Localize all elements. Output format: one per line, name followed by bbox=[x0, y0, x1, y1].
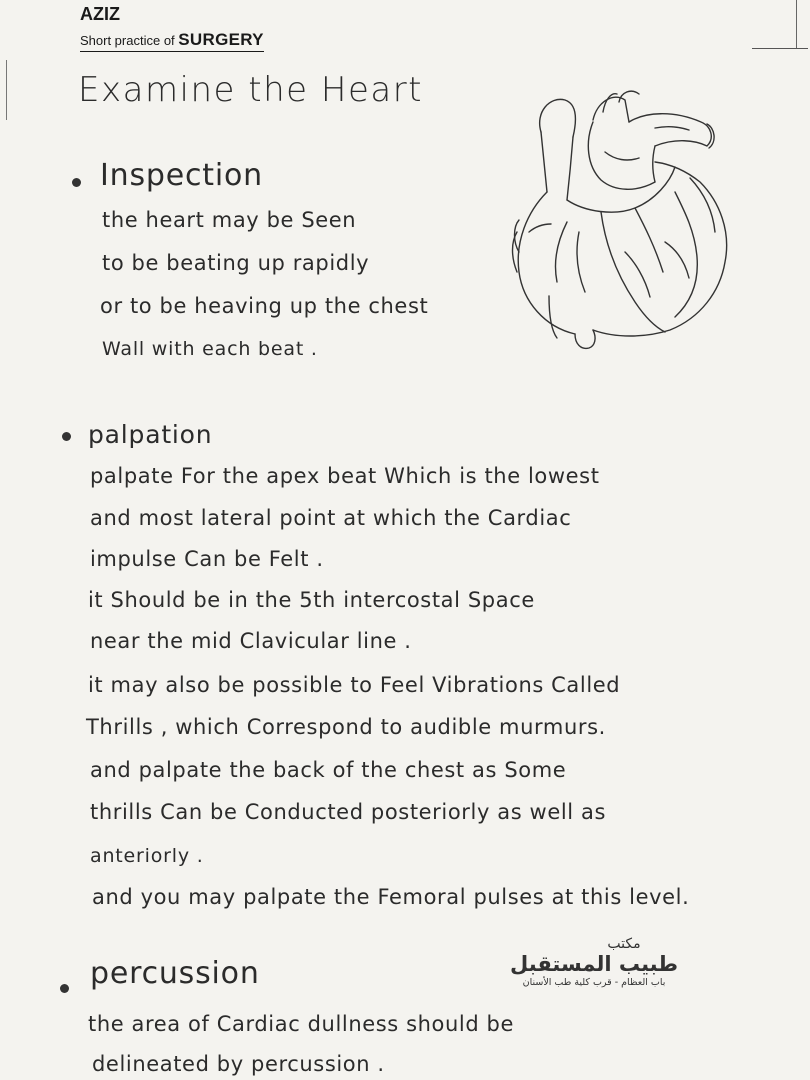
heart-anatomy-illustration bbox=[505, 82, 737, 357]
header-book-name: SURGERY bbox=[178, 30, 264, 49]
palpation-line-3: impulse Can be Felt . bbox=[90, 547, 324, 571]
percussion-line-2: delineated by percussion . bbox=[92, 1052, 385, 1076]
palpation-line-1: palpate For the apex beat Which is the lowest bbox=[90, 464, 600, 488]
stamp-line-3: باب العظام - قرب كلية طب الأسنان bbox=[522, 977, 666, 988]
inspection-line-4: Wall with each beat . bbox=[102, 338, 318, 360]
bullet-inspection bbox=[72, 178, 81, 187]
palpation-line-7: Thrills , which Correspond to audible murmurs. bbox=[86, 715, 606, 739]
header-author: AZIZ bbox=[80, 4, 120, 24]
page-frame-right-vertical bbox=[796, 0, 797, 48]
header-book-title bbox=[80, 30, 264, 52]
palpation-line-5: near the mid Clavicular line . bbox=[90, 629, 412, 653]
bullet-palpation bbox=[62, 432, 71, 441]
palpation-line-8: and palpate the back of the chest as Some bbox=[90, 758, 567, 782]
palpation-line-10: anteriorly . bbox=[90, 845, 204, 867]
palpation-line-6: it may also be possible to Feel Vibrations Called bbox=[88, 673, 621, 697]
page-frame-right-line bbox=[752, 48, 808, 49]
stamp-line-2: طبيب المستقبل bbox=[510, 952, 678, 976]
library-stamp bbox=[496, 936, 692, 988]
palpation-line-4: it Should be in the 5th intercostal Space bbox=[88, 588, 535, 612]
inspection-line-2: to be beating up rapidly bbox=[102, 251, 370, 275]
page-title: Examine the Heart bbox=[78, 70, 424, 110]
palpation-line-11: and you may palpate the Femoral pulses at this level. bbox=[92, 885, 690, 909]
palpation-line-9: thrills Can be Conducted posteriorly as well as bbox=[90, 800, 606, 824]
palpation-line-2: and most lateral point at which the Cardiac bbox=[90, 506, 572, 530]
inspection-line-1: the heart may be Seen bbox=[102, 208, 357, 232]
stamp-line-1: مكتب bbox=[607, 936, 641, 952]
section-heading-percussion: percussion bbox=[90, 956, 260, 991]
header-book-prefix: Short practice of bbox=[80, 33, 175, 48]
section-heading-palpation: palpation bbox=[88, 420, 213, 449]
inspection-line-3: or to be heaving up the chest bbox=[100, 294, 429, 318]
page-frame-left-line bbox=[6, 60, 7, 120]
bullet-percussion bbox=[60, 984, 69, 993]
percussion-line-1: the area of Cardiac dullness should be bbox=[88, 1012, 515, 1036]
section-heading-inspection: Inspection bbox=[100, 158, 263, 193]
